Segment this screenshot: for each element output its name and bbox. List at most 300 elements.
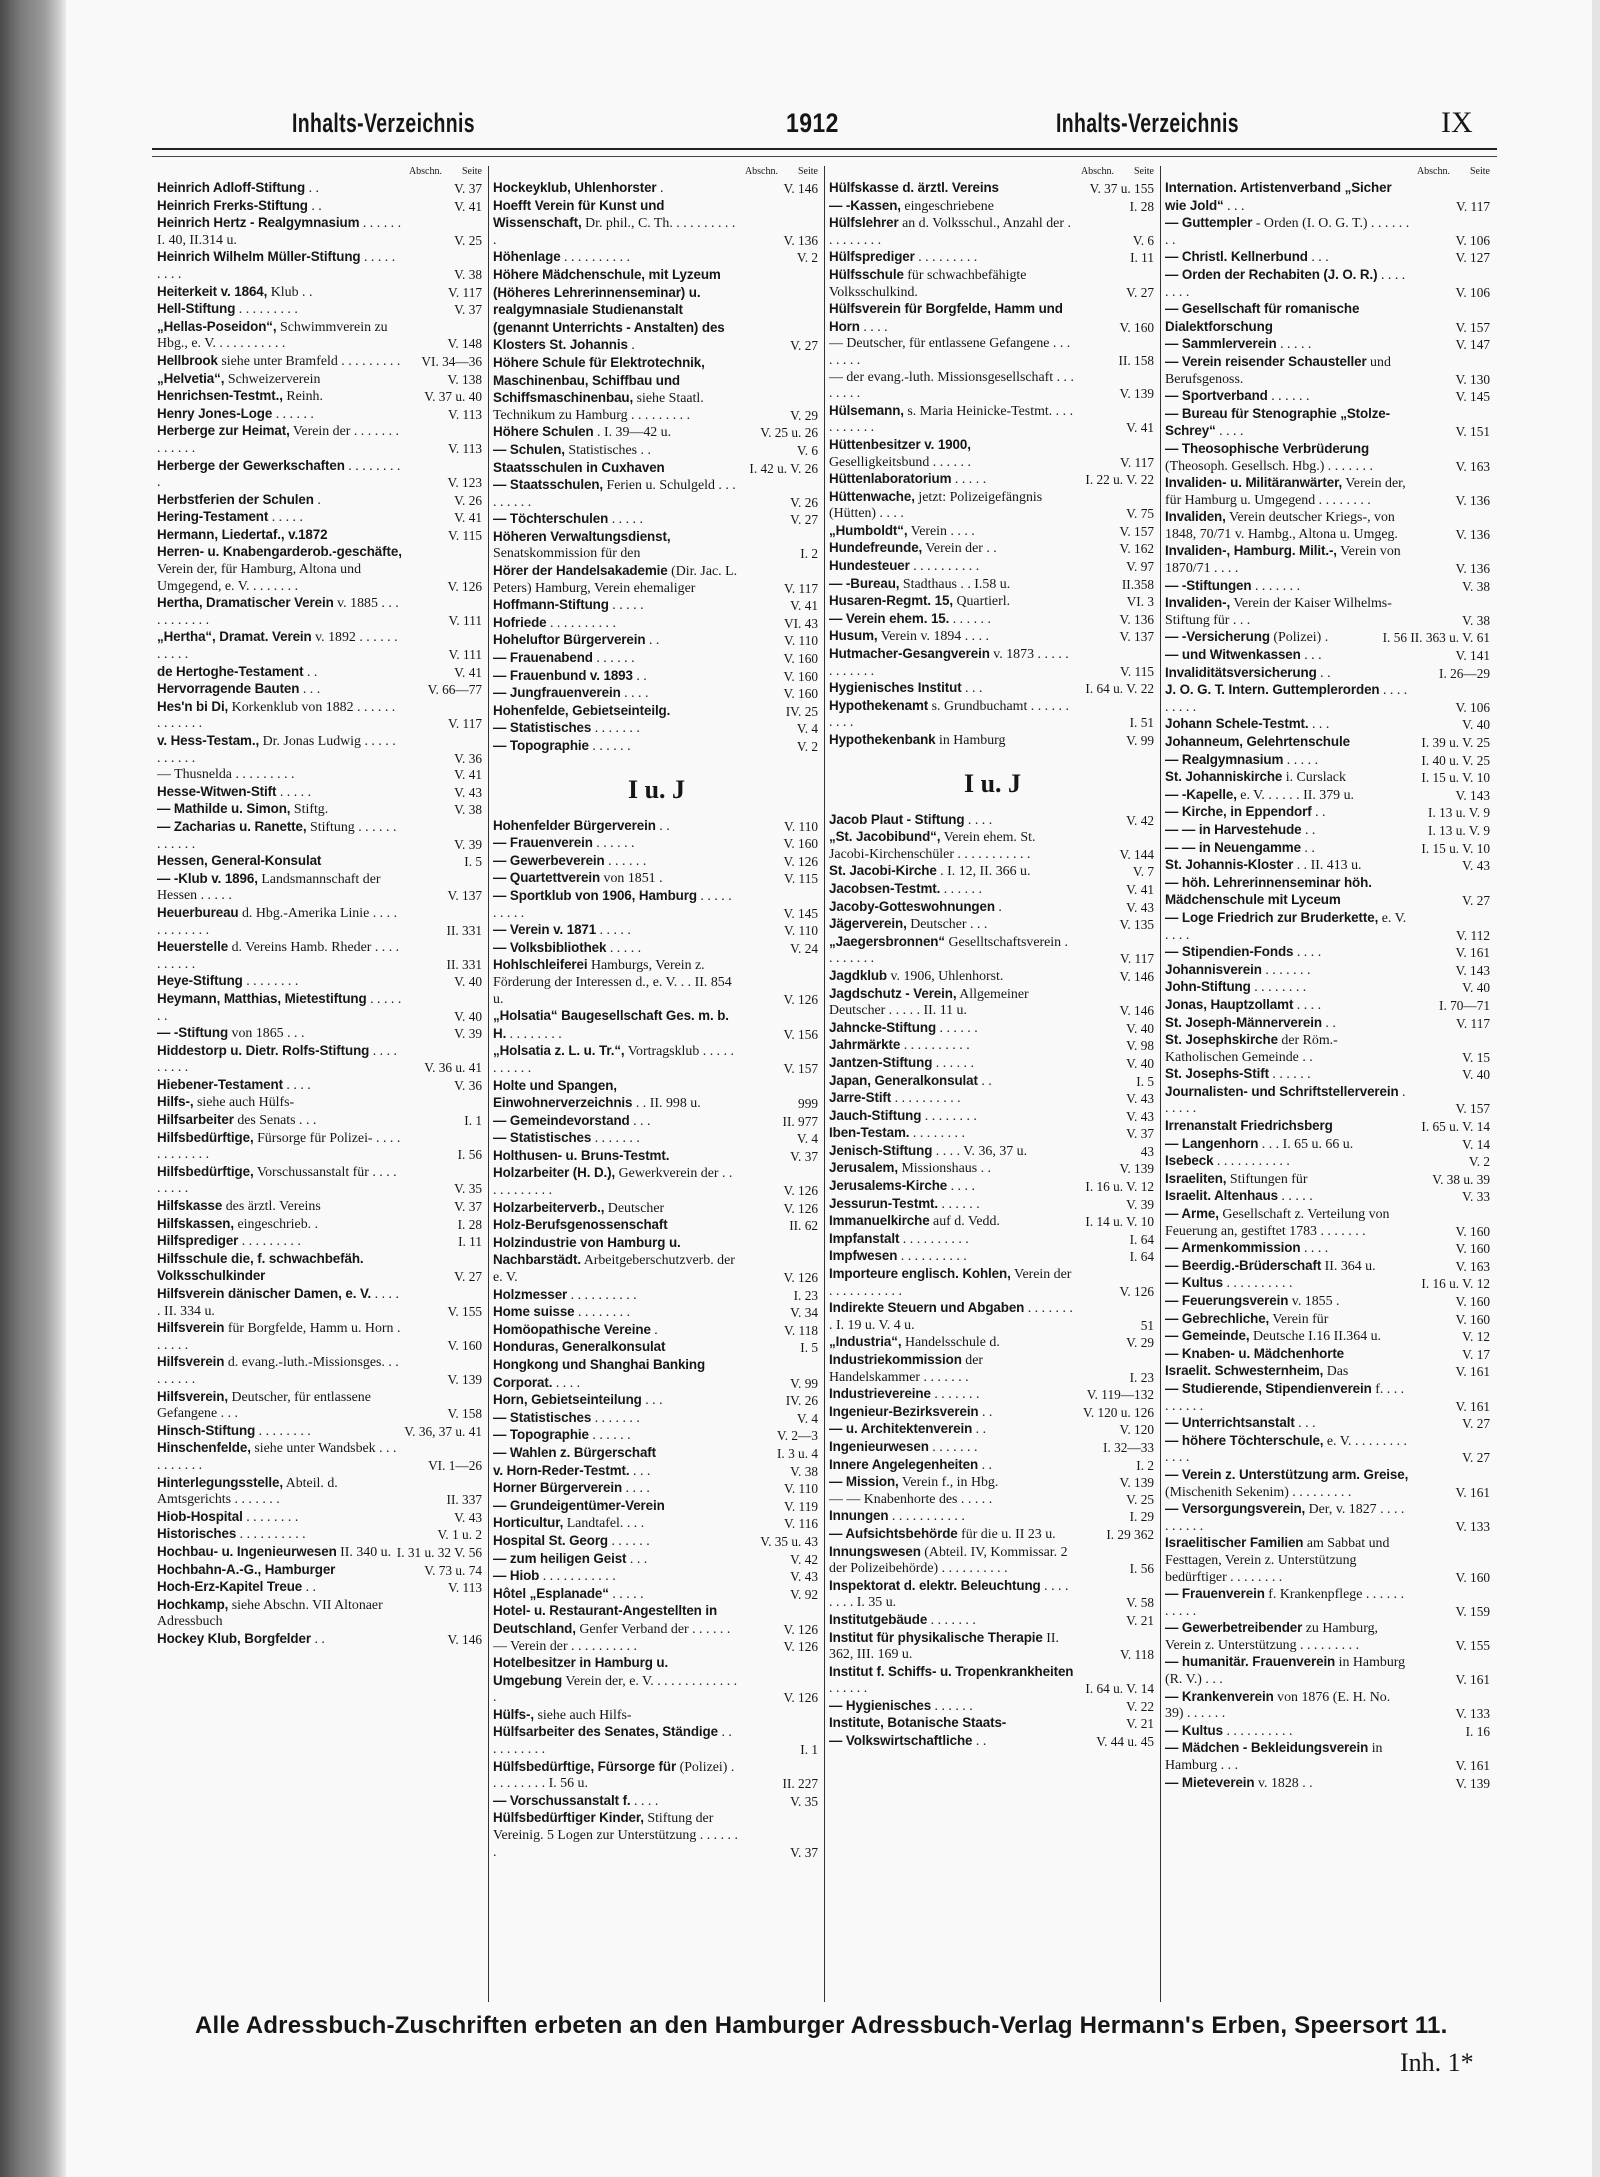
- entry-reference: V. 41: [1126, 881, 1154, 897]
- index-entry: [157, 1562, 484, 1580]
- entry-name: — Kultus: [1165, 1722, 1223, 1738]
- entry-name: Höhere Schulen: [493, 424, 594, 440]
- entry-description: II. 340 u.: [336, 1544, 392, 1560]
- entry-reference: V. 157: [783, 1060, 818, 1076]
- entry-name: — Kultus: [1165, 1275, 1223, 1291]
- entry-name: — Mathilde u. Simon,: [157, 801, 291, 817]
- entry-reference: V. 43: [790, 1569, 818, 1585]
- index-entry: [1165, 804, 1492, 822]
- entry-name: — Realgymnasium: [1165, 751, 1284, 767]
- entry-reference: I. 1: [464, 1113, 482, 1129]
- entry-name: — Theosophische Verbrüderung: [1165, 440, 1370, 456]
- entry-name: Jessurun-Testmt.: [829, 1195, 939, 1211]
- entry-description: . . . . . . . . .: [238, 1234, 301, 1250]
- entry-reference: V. 136: [1455, 526, 1490, 542]
- entry-description: . . . I. 65 u. 66 u.: [1258, 1136, 1354, 1152]
- entry-description: . . . . .: [1277, 1189, 1313, 1205]
- entry-name: — Krankenverein: [1165, 1688, 1274, 1704]
- entry-reference: I. 23: [793, 1287, 818, 1303]
- header-rule-thick: [152, 148, 1497, 150]
- entry-reference: I. 13 u. V. 9: [1428, 805, 1490, 821]
- entry-name: Husum,: [829, 628, 878, 644]
- entry-description: Verein . . . .: [907, 523, 975, 539]
- entry-reference: V. 27: [454, 1269, 482, 1285]
- entry-reference: V. 123: [447, 475, 482, 491]
- entry-description: . . . . . . . .: [574, 1305, 631, 1321]
- entry-description: Verein von 1870/71 . . . .: [1165, 544, 1401, 577]
- index-entry: [493, 1339, 820, 1357]
- index-entry: [829, 1474, 1156, 1492]
- entry-reference: V. 126: [783, 991, 818, 1007]
- entry-description: . . . . . .: [588, 739, 631, 754]
- index-entry: [157, 458, 484, 492]
- index-entry: [829, 646, 1156, 680]
- entry-description: Dr. phil., C. Th. . . . . . . . . . .: [493, 216, 736, 248]
- entry-name: Hülfsbedürftige, Fürsorge für: [493, 1758, 677, 1774]
- index-entry: [829, 1334, 1156, 1352]
- header-year: 1912: [786, 108, 839, 138]
- entry-name: Herberge zur Heimat,: [157, 423, 290, 439]
- entry-reference: V. 160: [1455, 1569, 1490, 1585]
- index-entry: [493, 835, 820, 853]
- entry-description: des Senats . . .: [233, 1113, 317, 1129]
- entry-reference: V. 139: [1455, 1775, 1490, 1791]
- entry-reference: V. 99: [790, 1375, 818, 1391]
- index-entry: [493, 1568, 820, 1586]
- index-entry: [1165, 769, 1492, 787]
- entry-description: . . . . . . . . . . .: [888, 1509, 965, 1525]
- entry-reference: V. 126: [783, 1200, 818, 1216]
- index-entry: [1165, 1206, 1492, 1240]
- entry-reference: V. 157: [1455, 1101, 1490, 1117]
- index-entry: [1165, 1740, 1492, 1774]
- entry-reference: V. 40: [1126, 1020, 1154, 1036]
- entry-description: . . . . . . . . .: [914, 250, 978, 266]
- entry-description: (Dir. Jac. L. Peters) Hamburg, Verein ehemaliger: [493, 564, 738, 596]
- index-entry: [493, 1515, 820, 1533]
- index-entry: [493, 818, 820, 836]
- entry-name: Hohlschleiferei: [493, 957, 588, 973]
- entry-description: Klub . .: [267, 284, 313, 300]
- entry-name: St. Jacobi-Kirche: [829, 863, 937, 879]
- entry-description: . . II. 413 u.: [1293, 858, 1362, 874]
- entry-name: — — in Harvestehude: [1165, 821, 1302, 837]
- entry-name: Ingenieurwesen: [829, 1438, 929, 1454]
- entry-reference: V. 58: [1126, 1595, 1154, 1611]
- entry-reference: I. 3 u. 4: [777, 1445, 818, 1461]
- entry-name: Hohenfelde, Gebietseinteilg.: [493, 702, 671, 718]
- entry-reference: I. 1: [800, 1742, 818, 1758]
- entry-reference: V. 126: [783, 1621, 818, 1637]
- entry-description: in Hamburg: [935, 733, 1006, 748]
- entry-reference: II. 337: [446, 1492, 482, 1508]
- index-entry: [829, 1578, 1156, 1612]
- index-entry: [829, 899, 1156, 917]
- entry-reference: V. 159: [1455, 1603, 1490, 1619]
- entry-name: — Unterrichtsanstalt: [1165, 1415, 1295, 1431]
- index-entry: [829, 1386, 1156, 1404]
- entry-name: — Gemeindevorstand: [493, 1112, 630, 1128]
- entry-reference: V. 144: [1119, 846, 1154, 862]
- entry-description: von 1865 . . .: [228, 1026, 305, 1042]
- index-entry: [157, 871, 484, 905]
- index-entry: [829, 1160, 1156, 1178]
- index-entry: [829, 1698, 1156, 1716]
- index-entry: [829, 1664, 1156, 1698]
- entry-reference: I. 15 u. V. 10: [1421, 840, 1490, 856]
- index-entry: [1165, 1467, 1492, 1501]
- entry-reference: V. 35: [790, 1793, 818, 1809]
- index-entry: [157, 1389, 484, 1423]
- entry-description: .: [627, 338, 635, 354]
- entry-name: Hülfslehrer: [829, 215, 899, 231]
- entry-reference: V. 99: [1126, 733, 1154, 748]
- entry-description: . .: [978, 1404, 993, 1420]
- entry-name: — Grundeigentümer-Verein: [493, 1497, 665, 1513]
- index-entry: [829, 1125, 1156, 1143]
- entry-name: Hutmacher-Gesangverein: [829, 646, 990, 662]
- entry-description: Genfer Verband der . . . . . .: [575, 1621, 731, 1637]
- index-entry: [829, 301, 1156, 336]
- entry-description: . . . . .: [596, 923, 631, 939]
- entry-name: Hiddestorp u. Dietr. Rolfs-Stiftung: [157, 1042, 370, 1058]
- index-entry: [493, 1287, 820, 1305]
- entry-name: Hülfskasse d. ärztl. Vereins: [829, 180, 999, 195]
- index-entry: [1165, 1363, 1492, 1381]
- entry-reference: I. 29: [1129, 1509, 1154, 1525]
- index-entry: [493, 1165, 820, 1199]
- index-entry: [829, 1508, 1156, 1526]
- entry-name: St. Johannis-Kloster: [1165, 857, 1294, 873]
- entry-name: Hessen, General-Konsulat: [157, 853, 322, 869]
- index-entry: [1165, 1293, 1492, 1311]
- entry-name: Hörer der Handelsakademie: [493, 563, 668, 579]
- entry-description: . .: [972, 1422, 987, 1438]
- entry-reference: V. 111: [448, 612, 482, 628]
- entry-reference: VI. 34—36: [421, 353, 482, 369]
- entry-name: — Gewerbeverein: [493, 852, 605, 868]
- entry-reference: V. 117: [1456, 198, 1490, 214]
- entry-description: . . . . . . . .: [242, 974, 299, 990]
- entry-description: Verein der Kaiser Wilhelms-Stiftung für . . .: [1165, 596, 1392, 628]
- entry-reference: V. 160: [1119, 319, 1154, 335]
- entry-reference: V. 40: [454, 1008, 482, 1024]
- index-entry: [157, 1526, 484, 1544]
- index-entry: [1165, 1118, 1492, 1136]
- index-entry: [157, 699, 484, 733]
- entry-description: e. V. . . . . . II. 379 u.: [1236, 787, 1354, 803]
- entry-description: . . . . .: [608, 512, 643, 528]
- book-spine-shadow: [0, 0, 66, 2177]
- entry-reference: V. 117: [448, 716, 482, 732]
- index-entry: [829, 489, 1156, 523]
- index-entry: [829, 916, 1156, 934]
- index-entry: [493, 1724, 820, 1758]
- index-entry: [1165, 1311, 1492, 1329]
- entry-description: . . . . . . . .: [921, 1108, 977, 1124]
- index-entry: [1165, 1501, 1492, 1535]
- entry-description: für die u. II 23 u.: [957, 1526, 1056, 1542]
- entry-description: . . .: [641, 1393, 663, 1409]
- entry-description: . .: [978, 1457, 992, 1473]
- entry-reference: V. 43: [454, 1509, 482, 1525]
- index-entry: [829, 611, 1156, 629]
- entry-description: Statistisches . .: [564, 442, 651, 458]
- entry-description: (Polizei) . . . . . . . . . I. 56 u.: [493, 1759, 735, 1792]
- entry-reference: V. 117: [1120, 454, 1154, 470]
- entry-description: — der evang.-luth. Missionsgesellschaft . . . . . . . .: [829, 369, 1074, 402]
- entry-description: . . . . . . . . .: [1165, 683, 1408, 715]
- publisher-notice: Alle Adressbuch-Zuschriften erbeten an den Hamburger Adressbuch-Verlag Hermann's Erben, Speersort 11.: [195, 2012, 1448, 2039]
- index-entry: [1165, 1153, 1492, 1171]
- index-entry: [493, 853, 820, 871]
- entry-name: — humanitär. Frauenverein: [1165, 1654, 1336, 1670]
- entry-reference: V. 2—3: [776, 1428, 818, 1444]
- entry-name: — Christl. Kellnerbund: [1165, 249, 1308, 265]
- entry-name: Hoheluftor Bürgerverein: [493, 632, 646, 648]
- entry-description: . . . . . . I. 40, II.314 u.: [157, 216, 402, 248]
- entry-description: . . . . .: [276, 784, 312, 800]
- entry-reference: I. 31 u. 32 V. 56: [396, 1544, 482, 1560]
- column-header: [829, 166, 1156, 180]
- entry-reference: V. 133: [1455, 1518, 1490, 1534]
- index-entry: [1165, 1066, 1492, 1084]
- entry-reference: V. 110: [784, 923, 818, 939]
- entry-reference: V. 117: [448, 284, 482, 300]
- entry-reference: V. 33: [1462, 1189, 1490, 1205]
- index-column-1: [157, 166, 484, 2002]
- index-entry: [157, 1544, 484, 1562]
- entry-reference: II. 158: [1118, 352, 1154, 368]
- entry-reference: V. 75: [1126, 506, 1154, 522]
- entry-name: „St. Jacobibund“,: [829, 829, 941, 845]
- entry-reference: V. 113: [448, 1580, 482, 1596]
- entry-reference: V. 106: [1455, 699, 1490, 715]
- entry-description: . . .: [1294, 1416, 1316, 1432]
- entry-reference: I. 26—29: [1439, 665, 1490, 681]
- entry-name: „Helvetia“,: [157, 370, 225, 386]
- column-header: [493, 166, 820, 180]
- entry-description: Gewerkverein der . . . . . . . . . . .: [493, 1166, 733, 1199]
- entry-description: . . . . . . . . . .: [897, 1249, 967, 1265]
- entry-name: „Hellas-Poseidon“,: [157, 318, 277, 334]
- entry-reference: V. 155: [1455, 1637, 1490, 1653]
- index-entry: [1165, 857, 1492, 875]
- entry-name: Hell-Stiftung: [157, 301, 236, 317]
- entry-description: Geselligkeitsbund . . . . . .: [829, 454, 971, 470]
- entry-description: e. V. . . . .: [1165, 910, 1407, 943]
- entry-description: Verein v. 1894 . . . .: [877, 629, 990, 645]
- index-entry: [1165, 1258, 1492, 1276]
- entry-reference: I. 51: [1129, 715, 1154, 731]
- entry-name: — -Stiftungen: [1165, 577, 1252, 593]
- entry-description: . . . . . . . . . . .: [539, 1569, 616, 1585]
- index-entry: [829, 1196, 1156, 1214]
- entry-reference: V. 117: [1456, 1015, 1490, 1031]
- entry-description: . . . . . .: [1268, 1067, 1311, 1083]
- index-entry: [493, 1078, 820, 1113]
- entry-name: Hilfsprediger: [157, 1233, 239, 1249]
- index-entry: [829, 540, 1156, 558]
- entry-description: . . . . . . .: [928, 1439, 978, 1455]
- index-entry: [493, 1463, 820, 1481]
- index-entry: [493, 442, 820, 460]
- entry-description: Verein deutscher Kriegs-, von 1848, 70/71 v. Hambg., Altona u. Umgeg.: [1165, 510, 1398, 542]
- index-entry: [829, 1526, 1156, 1544]
- entry-reference: I. 32—33: [1103, 1439, 1154, 1455]
- index-entry: [493, 355, 820, 424]
- entry-name: Jahncke-Stiftung: [829, 1019, 937, 1035]
- entry-description: . . . . . . . . .: [157, 1043, 398, 1076]
- entry-description: . . . . . . . . . .: [493, 888, 732, 921]
- entry-name: — Guttempler: [1165, 215, 1253, 231]
- index-entry: [493, 249, 820, 267]
- index-entry: [829, 934, 1156, 968]
- entry-name: Institutgebäude: [829, 1611, 928, 1627]
- entry-reference: V. 106: [1455, 284, 1490, 300]
- index-entry: [829, 1630, 1156, 1664]
- entry-name: Hygienisches Institut: [829, 680, 962, 696]
- entry-name: Jacoby-Gotteswohnungen: [829, 898, 995, 914]
- index-entry: [157, 664, 484, 682]
- running-header: [86, 108, 1516, 148]
- entry-name: — Hygienisches: [829, 1697, 932, 1713]
- entry-reference: V. 146: [1119, 1003, 1154, 1019]
- entry-description: . . . . . . . . . .: [909, 559, 980, 575]
- entry-description: . . . . . . .: [591, 1410, 640, 1426]
- entry-name: Herberge der Gewerkschaften: [157, 457, 345, 473]
- index-entry: [157, 215, 484, 249]
- entry-name: Indirekte Steuern und Abgaben: [829, 1300, 1025, 1316]
- index-entry: [493, 1235, 820, 1287]
- entry-name: — Arme,: [1165, 1206, 1219, 1222]
- entry-reference: V. 115: [448, 527, 482, 543]
- index-entry: [1165, 875, 1492, 910]
- entry-reference: V. 40: [1462, 980, 1490, 996]
- entry-description: . .: [1316, 665, 1331, 681]
- entry-description: Deutscher, für entlassene Gefangene . . .: [157, 1389, 371, 1422]
- index-entry: [157, 1094, 484, 1112]
- entry-reference: IV. 26: [785, 1393, 818, 1409]
- entry-reference: V. 162: [1119, 541, 1154, 557]
- entry-description: . . . . . .: [272, 406, 314, 422]
- index-entry: [1165, 665, 1492, 683]
- entry-name: Invaliden- u. Militäranwärter,: [1165, 475, 1343, 491]
- entry-name: Institut f. Schiffs- u. Tropenkrankheiten: [829, 1663, 1074, 1679]
- entry-description: — Verein der . . . . . . . . . .: [493, 1638, 638, 1654]
- entry-description: Geselltschaftsverein . . . . . . . .: [829, 934, 1069, 967]
- entry-description: Handelsschule d.: [901, 1335, 1000, 1351]
- entry-description: siehe Abschn. VII Altonaer Adressbuch: [157, 1597, 383, 1630]
- entry-reference: V. 130: [1455, 371, 1490, 387]
- entry-reference: I. 64 u. V. 22: [1085, 681, 1154, 697]
- entry-reference: V. 27: [1462, 1450, 1490, 1466]
- entry-reference: V. 151: [1455, 424, 1490, 440]
- entry-reference: V. 139: [1119, 1475, 1154, 1491]
- index-entry: [157, 1112, 484, 1130]
- entry-name: — -Kassen,: [829, 197, 901, 213]
- index-entry: [1165, 1346, 1492, 1364]
- entry-name: Iben-Testam.: [829, 1125, 910, 1141]
- entry-reference: V. 6: [1132, 232, 1154, 248]
- entry-reference: V. 27: [1462, 893, 1490, 909]
- entry-name: — -Kapelle,: [1165, 786, 1237, 802]
- entry-name: Jerusalem,: [829, 1160, 898, 1176]
- entry-name: Institute, Botanische Staats-: [829, 1715, 1007, 1731]
- index-entry: [157, 767, 484, 784]
- entry-name: — Versorgungsverein,: [1165, 1501, 1306, 1517]
- index-entry: [157, 681, 484, 699]
- entry-description: eingeschriebene: [900, 198, 994, 214]
- entry-name: — Töchterschulen: [493, 511, 609, 527]
- entry-name: Hilfsverein dänischer Damen, e. V.: [157, 1286, 372, 1301]
- entry-name: — Zacharias u. Ranette,: [157, 818, 307, 834]
- entry-name: Hiebener-Testament: [157, 1076, 283, 1092]
- entry-name: Johannisverein: [1165, 961, 1262, 977]
- entry-description: .: [313, 492, 321, 508]
- index-entry: [829, 215, 1156, 249]
- index-entry: [493, 597, 820, 615]
- entry-name: — Volkswirtschaftliche: [829, 1733, 973, 1749]
- entry-description: Vortragsklub . . . . . . . . . . .: [493, 1044, 735, 1076]
- entry-description: .: [994, 899, 1002, 915]
- index-column-4: [1165, 166, 1492, 2002]
- entry-name: Isebeck: [1165, 1153, 1214, 1169]
- index-entry: [829, 403, 1156, 437]
- entry-name: Husaren-Regmt. 15,: [829, 593, 953, 609]
- entry-name: — Knaben- u. Mädchenhorte: [1165, 1345, 1345, 1361]
- seite-label: Seite: [798, 166, 818, 177]
- entry-reference: I. 28: [1129, 198, 1154, 214]
- entry-description: . I. 12, II. 366 u.: [936, 864, 1031, 880]
- entry-name: — Verein ehem. 15.: [829, 610, 950, 626]
- index-entry: [829, 1457, 1156, 1475]
- entry-reference: II. 62: [789, 1218, 818, 1234]
- entry-name: Hospital St. Georg: [493, 1532, 609, 1548]
- index-entry: [1165, 1032, 1492, 1066]
- entry-description: Stiftung der Vereinig. 5 Logen zur Unterstützung . . . . . . .: [493, 1811, 738, 1860]
- index-entry: [829, 628, 1156, 646]
- entry-name: — Gebrechliche,: [1165, 1310, 1270, 1326]
- index-entry: [1165, 944, 1492, 962]
- entry-description: Deutsche I.16 II.364 u.: [1249, 1329, 1382, 1345]
- entry-reference: V. 38: [1462, 612, 1490, 628]
- index-entry: [1165, 1136, 1492, 1154]
- entry-description: . . .: [961, 681, 983, 697]
- entry-name: — Verein v. 1871: [493, 922, 597, 938]
- entry-name: — — in Neuengamme: [1165, 839, 1301, 855]
- index-entry: [829, 1439, 1156, 1457]
- entry-description: . . . . .: [951, 472, 987, 488]
- entry-description: Deutscher: [604, 1200, 665, 1216]
- entry-description: . . . . . . . .: [242, 1509, 299, 1525]
- entry-reference: V. 42: [790, 1551, 818, 1567]
- entry-name: Heinrich Wilhelm Müller-Stiftung: [157, 249, 361, 265]
- entry-description: siehe auch Hilfs-: [533, 1707, 632, 1723]
- entry-description: . .: [307, 198, 322, 214]
- index-entry: [829, 1231, 1156, 1249]
- entry-name: — -Versicherung: [1165, 629, 1270, 645]
- entry-name: Hinsch-Stiftung: [157, 1422, 256, 1438]
- index-entry: [1165, 1240, 1492, 1258]
- index-entry: [157, 1164, 484, 1198]
- entry-reference: V. 35: [454, 1181, 482, 1197]
- index-entry: [1165, 180, 1492, 215]
- index-entry: [157, 180, 484, 198]
- entry-name: Hüttenlaboratorium: [829, 471, 952, 487]
- entry-name: Invaliditätsversicherung: [1165, 664, 1317, 680]
- entry-reference: V. 160: [783, 836, 818, 852]
